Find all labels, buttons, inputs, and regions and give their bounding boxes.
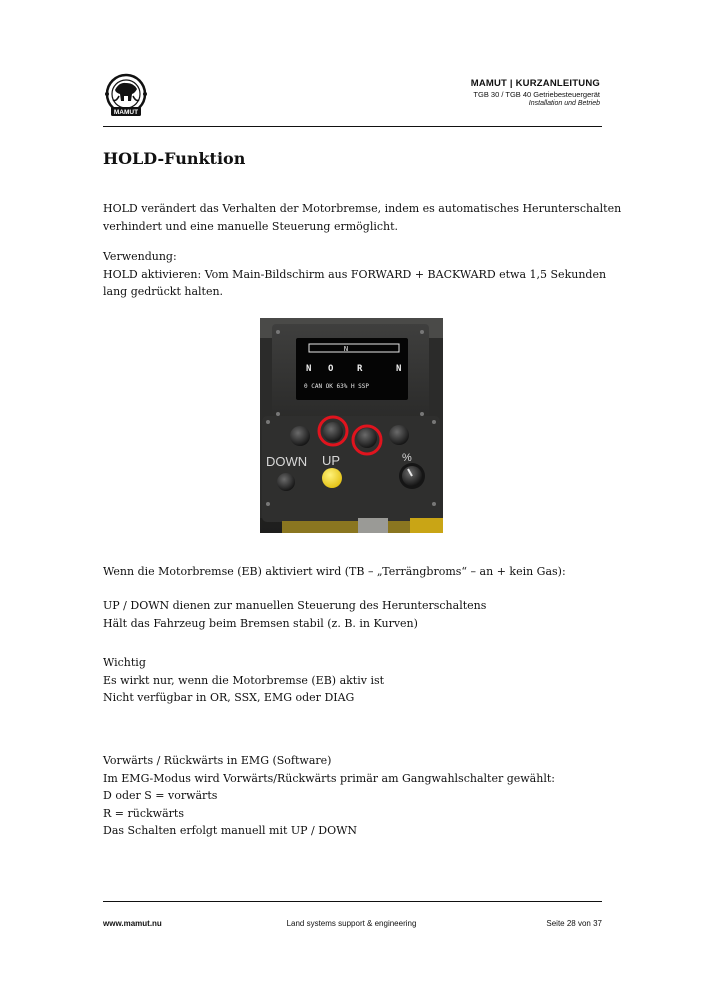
usage-line: HOLD aktivieren: Vom Main-Bildschirm aus FORWARD + BACKWARD etwa 1,5 Sekunden <box>103 267 607 281</box>
emg-heading: Vorwärts / Rückwärts in EMG (Software) <box>103 754 332 767</box>
footer-page-number: Seite 28 von 37 <box>546 919 602 928</box>
svg-text:UP: UP <box>322 453 341 468</box>
svg-text:%: % <box>402 452 412 464</box>
mamut-logo <box>100 72 152 118</box>
intro-line: HOLD verändert das Verhalten der Motorbremse, indem es automatisches Herunterschalten <box>103 202 622 215</box>
emg-line: Das Schalten erfolgt manuell mit UP / DOWN <box>103 824 358 837</box>
condition-list <box>103 597 608 632</box>
document-subtitle: TGB 30 / TGB 40 Getriebesteuergerät <box>473 90 600 99</box>
footer-website: www.mamut.nu <box>103 919 162 928</box>
panel-button-backward <box>357 428 377 448</box>
important-heading: Wichtig <box>103 656 146 669</box>
document-title: MAMUT | KURZANLEITUNG <box>470 78 600 89</box>
header-divider <box>103 126 602 127</box>
svg-text:N: N <box>343 345 349 353</box>
control-unit-photo <box>260 318 443 533</box>
condition-paragraph <box>103 563 608 581</box>
important-item: Nicht verfügbar in OR, SSX, EMG oder DIAG <box>103 691 355 704</box>
usage-line: lang gedrückt halten. <box>103 285 224 298</box>
svg-text:MAMUT: MAMUT <box>113 109 139 116</box>
svg-text:N: N <box>396 364 402 374</box>
panel-button-forward <box>323 422 343 442</box>
svg-text:N: N <box>306 364 312 374</box>
panel-button-4 <box>389 425 409 445</box>
page-title: HOLD-Funktion <box>103 149 246 168</box>
up-button-photo <box>322 468 342 488</box>
emg-line: D oder S = vorwärts <box>103 789 218 802</box>
condition-line: Wenn die Motorbremse (EB) aktiviert wird (TB – „Terrängbroms“ – an + kein Gas): <box>103 565 566 578</box>
intro-paragraph <box>103 200 622 235</box>
svg-text:0 CAN OK 63% H SSP: 0 CAN OK 63% H SSP <box>304 383 370 390</box>
svg-text:DOWN: DOWN <box>266 454 308 469</box>
emg-section <box>103 752 608 840</box>
down-button-photo <box>277 473 295 491</box>
usage-paragraph <box>103 248 608 301</box>
svg-text:O: O <box>328 364 334 374</box>
emg-line: R = rückwärts <box>103 806 184 820</box>
emg-line: Im EMG-Modus wird Vorwärts/Rückwärts primär am Gangwahlschalter gewählt: <box>103 771 555 785</box>
intro-line: verhindert und eine manuelle Steuerung ermöglicht. <box>103 219 399 233</box>
condition-item: UP / DOWN dienen zur manuellen Steuerung des Herunterschaltens <box>103 599 487 612</box>
panel-button-1 <box>290 426 310 446</box>
important-section <box>103 654 608 707</box>
document-header <box>471 78 600 107</box>
document-subtitle-italic: Installation und Betrieb <box>528 100 600 107</box>
footer-divider <box>103 901 602 902</box>
footer-tagline: Land systems support & engineering <box>286 919 417 928</box>
usage-heading: Verwendung: <box>103 250 177 263</box>
important-item: Es wirkt nur, wenn die Motorbremse (EB) aktiv ist <box>103 673 385 687</box>
svg-text:R: R <box>357 364 363 374</box>
condition-item: Hält das Fahrzeug beim Bremsen stabil (z. B. in Kurven) <box>103 616 418 630</box>
